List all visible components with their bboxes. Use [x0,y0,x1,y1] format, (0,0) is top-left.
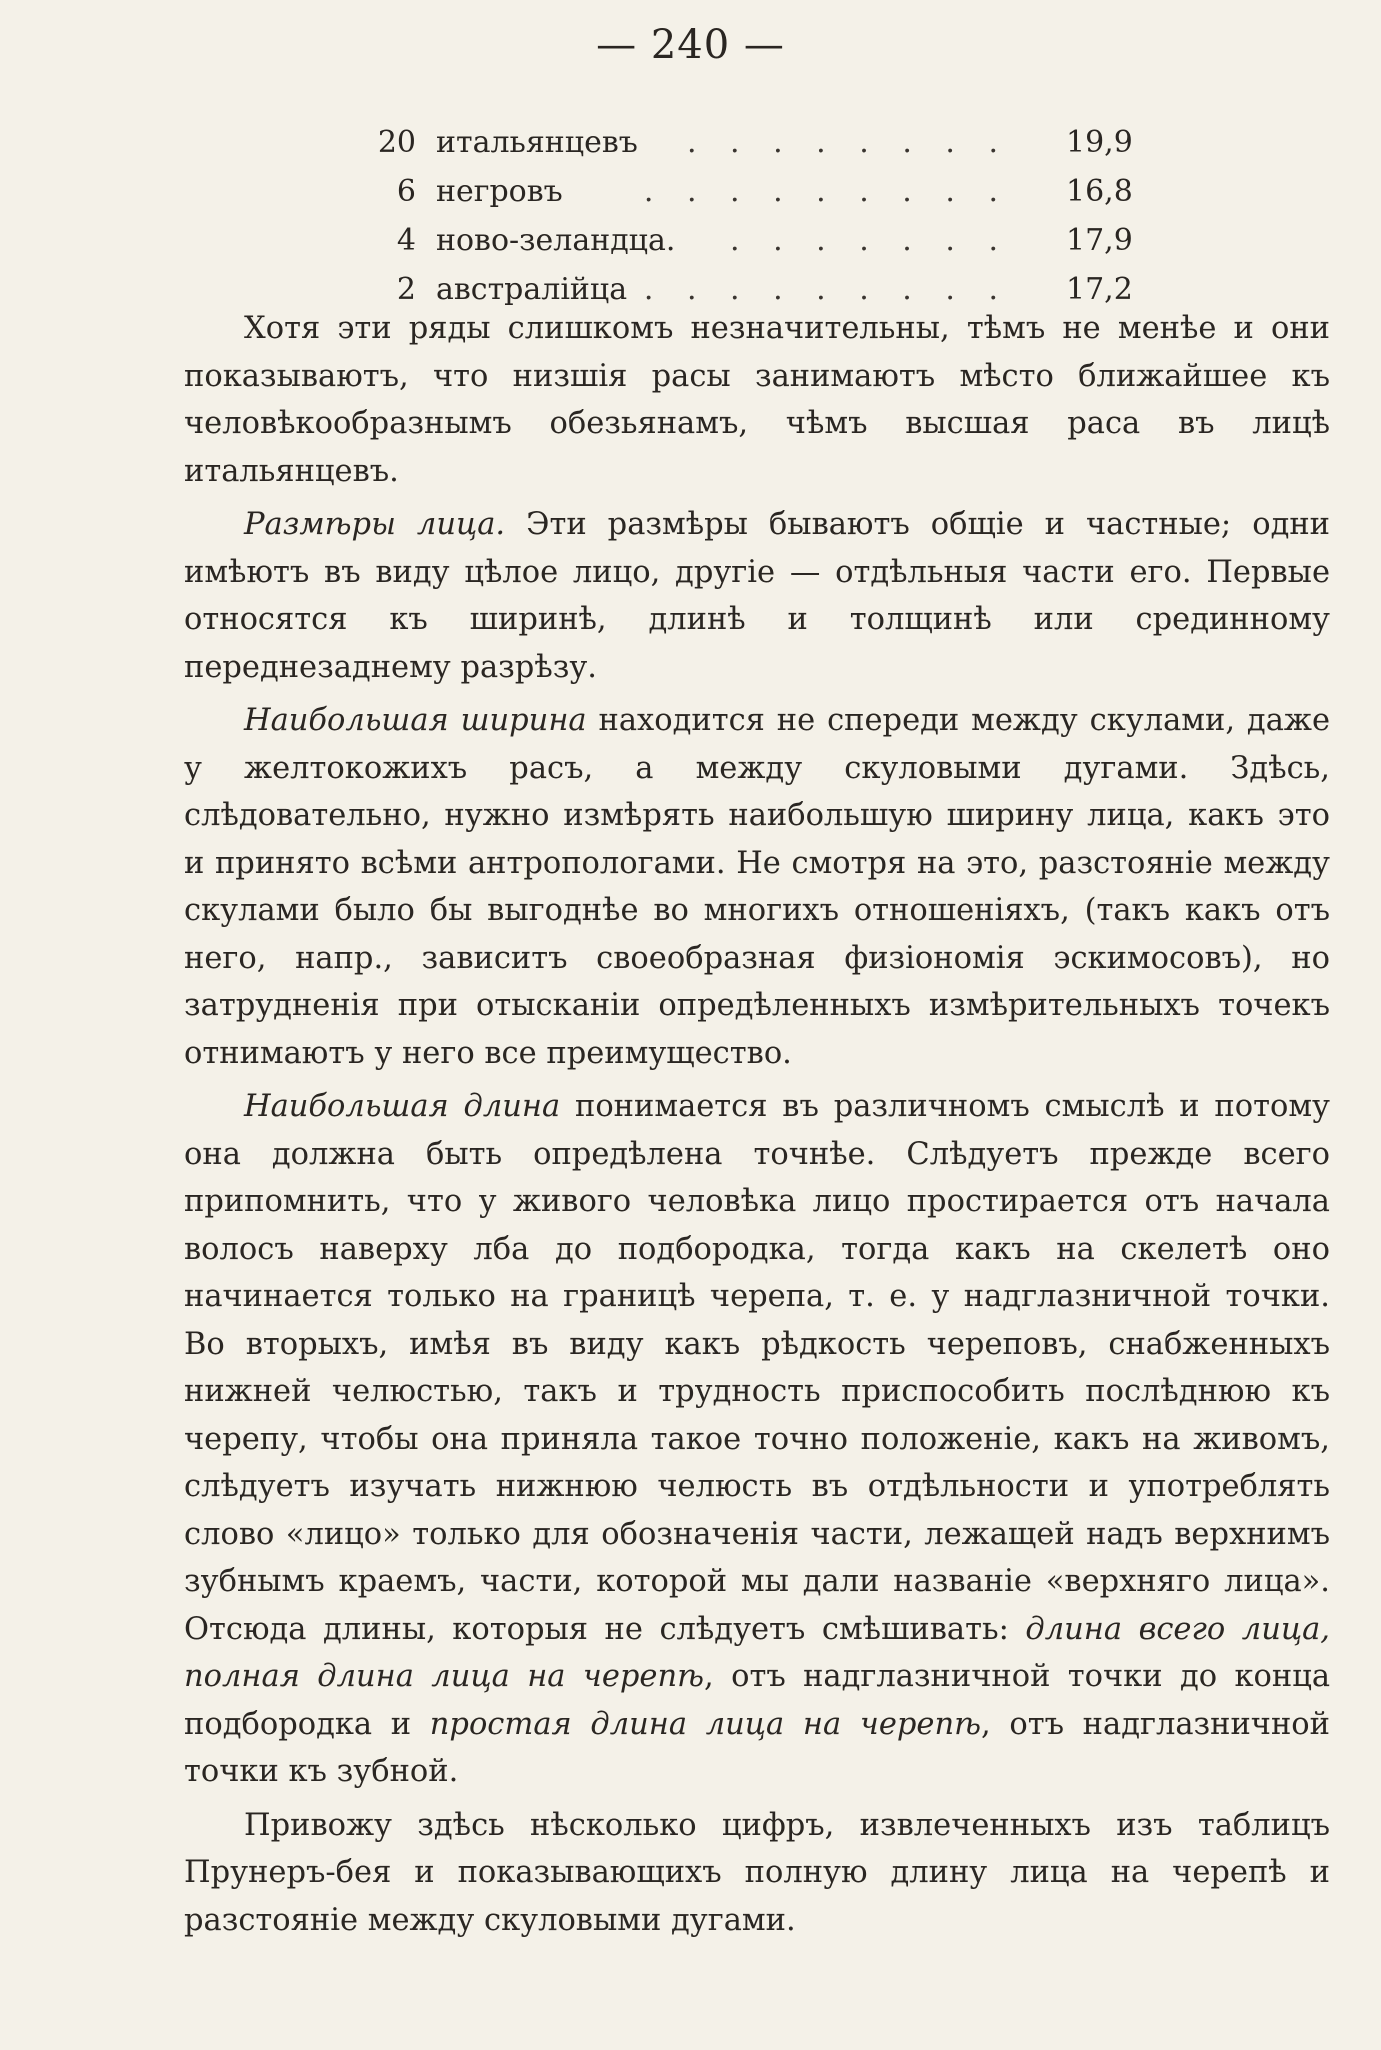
row-count: 2 [396,272,416,307]
body-text [184,305,1330,1950]
measurement-table [350,118,1150,314]
paragraph-heading: Размѣры лица. [244,507,506,542]
row-count: 6 [396,174,416,209]
row-value: 17,2 [1066,272,1133,307]
emphasis-text: длина всего лица, полная длина лица на черепѣ [184,1611,1330,1694]
row-label: итальянцевъ [436,125,638,160]
paragraph-text: , отъ надглазничной точки къ зубной. [184,1706,1330,1789]
paragraph-greatest-width [184,697,1330,1077]
paragraph-text: находится не спереди между скулами, даже у желтокожихъ расъ, а между скуловыми дугами. Здѣсь, слѣдовательно, нужно измѣрять наибольшую ширину лица, какъ это и принято всѣми антропологами. Не смотря на это, разстояніе между скулами было бы выгоднѣе во многихъ отношеніяхъ, (такъ какъ отъ него, напр., зависитъ своеобразная физіономія эскимосовъ), но затрудненія при отысканіи опредѣленныхъ измѣрительныхъ точекъ отнимаютъ у него все преимущество. [184,703,1330,1071]
row-count: 20 [377,125,416,160]
row-value: 16,8 [1066,174,1133,209]
table-row [350,216,1150,265]
row-value: 19,9 [1066,125,1133,160]
table-row [350,167,1150,216]
row-value: 17,9 [1066,223,1133,258]
paragraph-heading: Наибольшая длина [244,1089,561,1124]
row-leader-dots: . . . . . . . . . [643,272,1010,307]
paragraph-heading: Наибольшая ширина [244,703,587,738]
row-leader-dots: . . . . . . . . . [643,174,1010,209]
paragraph-greatest-length [184,1083,1330,1796]
emphasis-text: простая длина лица на черепѣ [429,1706,981,1742]
paragraph-text: , отъ надглазничной точки до конца подбородка и [184,1659,1331,1742]
row-leader-dots: . . . . . . . . [686,125,1010,160]
row-label: ново-зеландца. [436,223,676,258]
paragraph-face-dimensions [184,501,1330,691]
paragraph-text: Эти размѣры бываютъ общіе и частные; одни имѣютъ въ виду цѣлое лицо, другіе — отдѣльныя части его. Первые относятся къ ширинѣ, длинѣ и толщинѣ или срединному переднезаднему разрѣзу. [184,507,1331,685]
paragraph-figures-intro: Привожу здѣсь нѣсколько цифръ, извлеченныхъ изъ таблицъ Прунеръ-бея и показывающихъ полную длину лица на черепѣ и разстояніе между скуловыми дугами. [184,1807,1330,1938]
row-label: австралійца [436,272,628,307]
page-number: — 240 — [596,22,785,68]
paragraph-text: понимается въ различномъ смыслѣ и потому она должна быть опредѣлена точнѣе. Слѣдуетъ прежде всего припомнить, что у живого человѣка лицо простирается отъ начала волосъ наверху лба до подбородка, тогда какъ на скелетѣ оно начинается только на границѣ черепа, т. е. у надглазничной точки. Во вторыхъ, имѣя въ виду какъ рѣдкость череповъ, снабженныхъ нижней челюстью, такъ и трудность приспособить послѣднюю къ черепу, чтобы она приняла такое точно положеніе, какъ на живомъ, слѣдуетъ изучать нижнюю челюсть въ отдѣльности и употреблять слово «лицо» только для обозначенія части, лежащей надъ верхнимъ зубнымъ краемъ, части, которой мы дали названіе «верхняго лица». Отсюда длины, которыя не слѣдуетъ смѣшивать: [184,1089,1331,1647]
table-row [350,118,1150,167]
row-label: негровъ [436,174,563,209]
paragraph-rows-note: Хотя эти ряды слишкомъ незначительны, тѣмъ не менѣе и они показываютъ, что низшія расы занимаютъ мѣсто ближайшее къ человѣкообразнымъ обезьянамъ, чѣмъ высшая раса въ лицѣ итальянцевъ. [184,311,1330,489]
row-count: 4 [396,223,416,258]
row-leader-dots: . . . . . . . [730,223,1010,258]
